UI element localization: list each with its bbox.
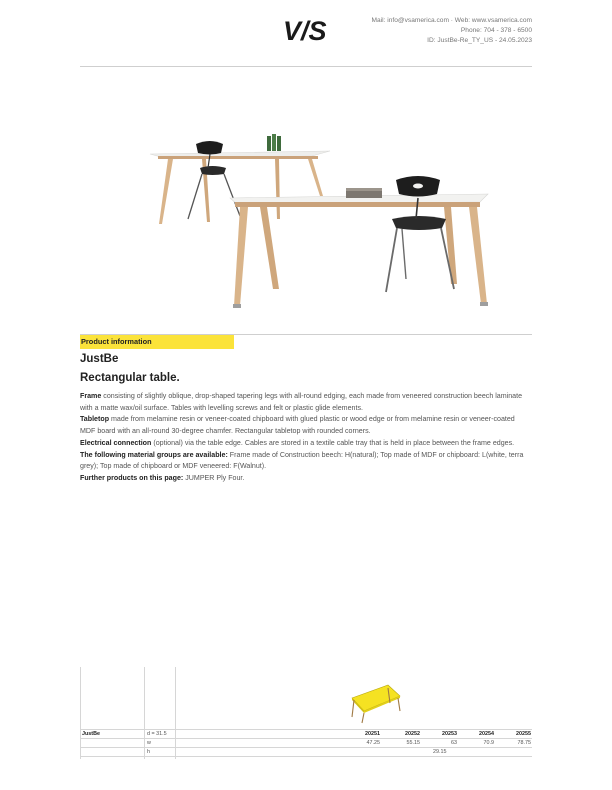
height-cell: 29.15	[433, 749, 447, 755]
table-border	[80, 756, 532, 757]
desc-tabletop: Tabletop made from melamine resin or veneer-coated chipboard with glued plastic or wood edge or from melamine resin or veneer-coated MDF board with an all-round 30-degree chamfer. Rectangular tabletop with rounded corners.	[80, 415, 515, 436]
product-description	[80, 391, 532, 485]
table-border	[144, 667, 145, 759]
row-label-w: w	[147, 740, 151, 746]
width-cell: 63	[451, 740, 457, 746]
width-cell: 70.9	[483, 740, 494, 746]
table-border	[80, 667, 81, 759]
table-border	[175, 667, 176, 759]
desc-materials: The following material groups are available: Frame made of Construction beech: H(natural); Top made of MDF or chipboard: L(white, terra grey); Top made of chipboard or MDF veneered: F(Walnut).	[80, 450, 524, 471]
product-cell: JustBe	[82, 731, 100, 737]
code-cell: 20253	[442, 731, 457, 737]
section-label: Product information	[80, 335, 234, 349]
row-label-d: d = 31.5	[147, 731, 167, 737]
code-cell: 20252	[405, 731, 420, 737]
svg-text:V/S: V/S	[283, 17, 327, 43]
desc-frame: Frame consisting of slightly oblique, drop-shaped tapering legs with all-round edging, each made from veneered construction beech laminate with a matte wax/oil surface. Tables with levelling screws and felt or plastic glide elements.	[80, 392, 523, 412]
product-name: JustBe	[80, 353, 119, 365]
contact-phone: Phone: 704 - 378 - 6500	[460, 27, 532, 34]
width-cell: 55.15	[406, 740, 420, 746]
product-photo	[140, 124, 500, 314]
desc-further-products: Further products on this page: JUMPER Ply Four.	[80, 473, 245, 482]
width-cell: 78.75	[517, 740, 531, 746]
code-cell: 20254	[479, 731, 494, 737]
row-label-h: h	[147, 749, 150, 755]
product-subtitle: Rectangular table.	[80, 372, 180, 384]
width-cell: 47.25	[366, 740, 380, 746]
code-cell: 20255	[516, 731, 531, 737]
header-divider	[80, 66, 532, 67]
contact-mail-web: Mail: info@vsamerica.com · Web: www.vsamerica.com	[371, 17, 532, 24]
spec-table	[80, 667, 532, 759]
contact-info	[372, 16, 532, 46]
vs-logo	[283, 17, 329, 43]
code-cell: 20251	[365, 731, 380, 737]
table-thumbnail	[348, 681, 404, 725]
document-id: ID: JustBe-Re_TY_US - 24.05.2023	[427, 37, 532, 44]
desc-electrical: Electrical connection (optional) via the table edge. Cables are stored in a textile cable tray that is held in place between the frame edges.	[80, 438, 515, 447]
